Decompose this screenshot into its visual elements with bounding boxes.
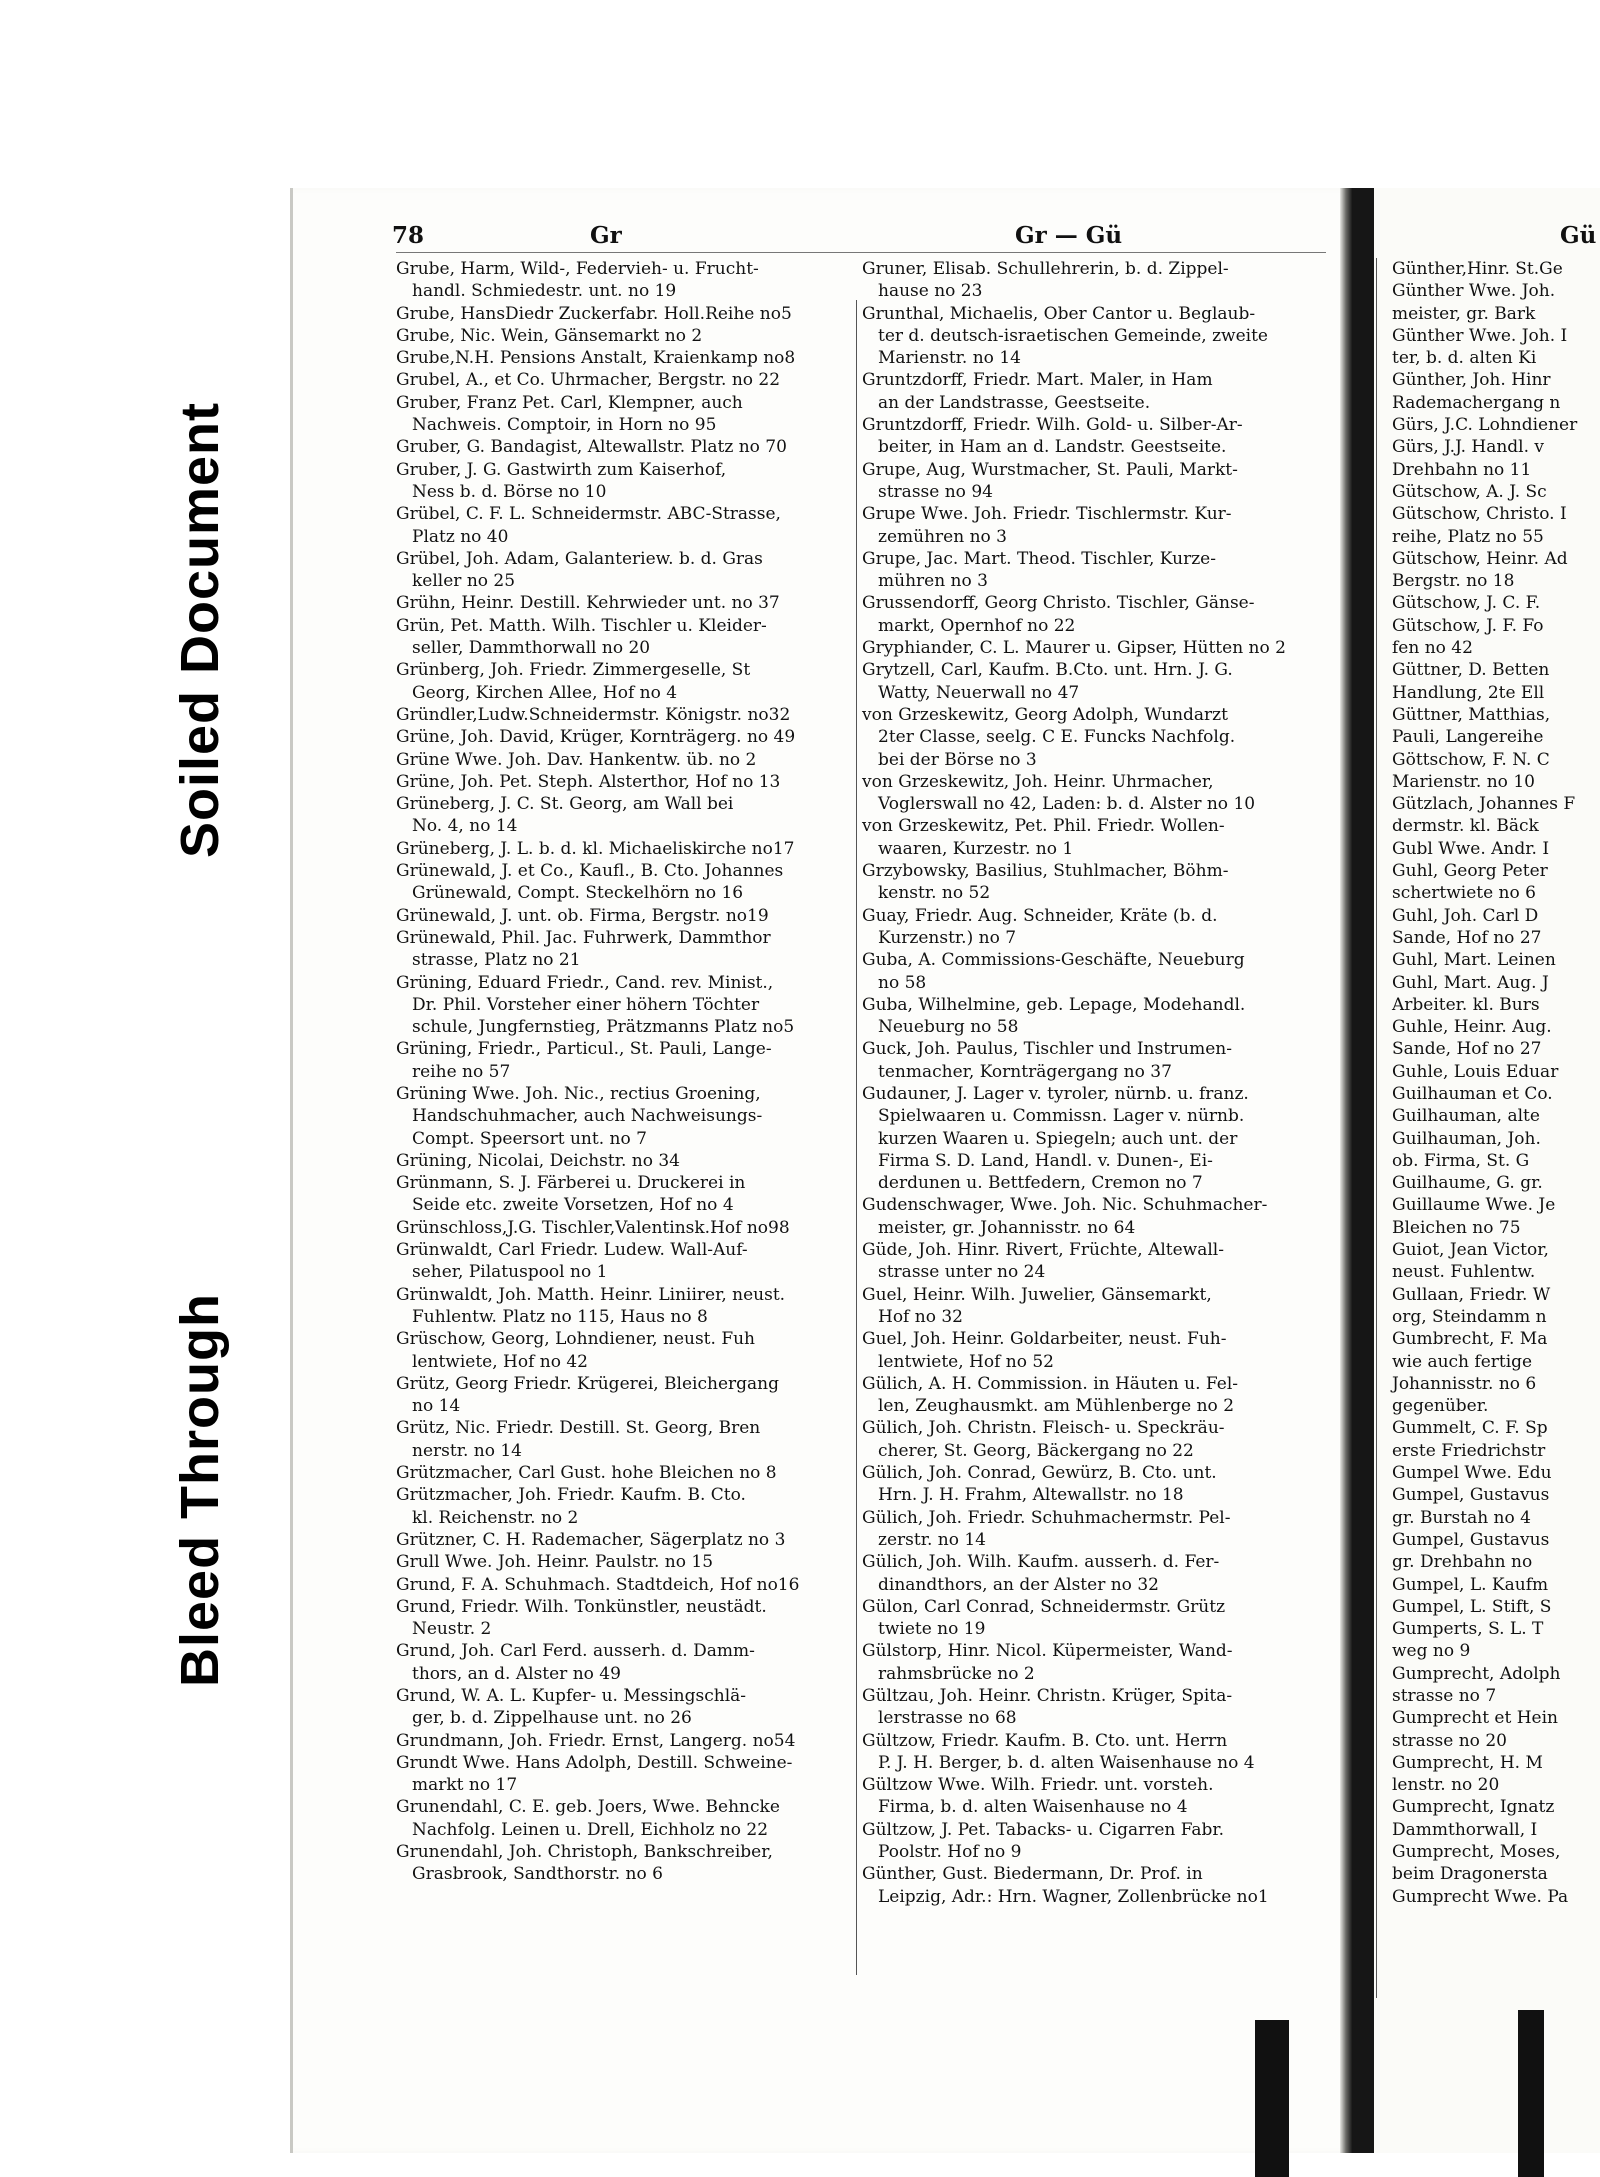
directory-entry-continuation: Spielwaaren u. Commissn. Lager v. nürnb. bbox=[878, 1106, 1245, 1127]
directory-entry: Guhle, Louis Eduar bbox=[1392, 1061, 1559, 1082]
page-number: 78 bbox=[392, 222, 425, 249]
directory-entry: gegenüber. bbox=[1392, 1396, 1489, 1417]
directory-entry: Grunendahl, C. E. geb. Joers, Wwe. Behncke bbox=[396, 1797, 780, 1818]
directory-entry-continuation: Firma S. D. Land, Handl. v. Dunen-, Ei- bbox=[878, 1150, 1213, 1171]
directory-entry: Gültzau, Joh. Heinr. Christn. Krüger, Spita- bbox=[862, 1686, 1233, 1706]
directory-entry: Gruber, J. G. Gastwirth zum Kaiserhof, bbox=[396, 459, 727, 480]
directory-entry: Grüning, Eduard Friedr., Cand. rev. Minist., bbox=[396, 972, 774, 993]
directory-entry-continuation: schule, Jungfernstieg, Prätzmanns Platz no5 bbox=[412, 1017, 795, 1038]
directory-entry-continuation: kl. Reichenstr. no 2 bbox=[412, 1507, 579, 1528]
directory-entry-continuation: lentwiete, Hof no 52 bbox=[878, 1351, 1055, 1372]
directory-entry: Grunthal, Michaelis, Ober Cantor u. Beglaub- bbox=[862, 303, 1256, 324]
directory-entry: Grütz, Georg Friedr. Krügerei, Bleichergang bbox=[396, 1373, 779, 1394]
directory-entry: Grützmacher, Carl Gust. hohe Bleichen no 8 bbox=[396, 1463, 777, 1484]
directory-entry: Guilhauman, alte bbox=[1392, 1106, 1540, 1127]
directory-entry: Gülstorp, Hinr. Nicol. Küpermeister, Wand- bbox=[862, 1641, 1233, 1662]
directory-entry: Gütschow, J. C. F. bbox=[1392, 593, 1541, 614]
directory-column-right-partial bbox=[1392, 258, 1600, 1908]
directory-entry: Guhl, Mart. Leinen bbox=[1392, 950, 1556, 971]
directory-entry-continuation: Nachfolg. Leinen u. Drell, Eichholz no 22 bbox=[412, 1819, 769, 1840]
directory-entry: Gullaan, Friedr. W bbox=[1392, 1284, 1551, 1305]
directory-entry-continuation: Dr. Phil. Vorsteher einer höhern Töchter bbox=[412, 994, 760, 1015]
directory-column-middle bbox=[862, 258, 1326, 1908]
directory-entry: Gumpel Wwe. Edu bbox=[1392, 1463, 1552, 1484]
directory-entry: Güttner, D. Betten bbox=[1392, 660, 1550, 681]
directory-entry-continuation: Ness b. d. Börse no 10 bbox=[412, 481, 607, 502]
directory-entry-continuation: Firma, b. d. alten Waisenhause no 4 bbox=[878, 1797, 1188, 1818]
directory-entry-continuation: Poolstr. Hof no 9 bbox=[878, 1842, 1022, 1863]
directory-entry: Grube, Nic. Wein, Gänsemarkt no 2 bbox=[396, 325, 703, 346]
directory-entry: reihe, Platz no 55 bbox=[1392, 526, 1544, 547]
directory-entry: Guck, Joh. Paulus, Tischler und Instrumen- bbox=[862, 1039, 1232, 1060]
directory-entry: Grupe, Jac. Mart. Theod. Tischler, Kurze- bbox=[862, 548, 1216, 569]
directory-entry-continuation: mühren no 3 bbox=[878, 571, 988, 592]
directory-entry: Gültzow, J. Pet. Tabacks- u. Cigarren Fabr. bbox=[862, 1819, 1225, 1840]
directory-entry: Günther Wwe. Joh. bbox=[1392, 281, 1556, 302]
directory-entry-continuation: bei der Börse no 3 bbox=[878, 749, 1037, 770]
directory-entry: Marienstr. no 10 bbox=[1392, 771, 1535, 792]
running-head-center: Gr — Gü bbox=[1015, 222, 1123, 249]
directory-entry: Guilhauman, Joh. bbox=[1392, 1128, 1541, 1149]
directory-entry: Gumbrecht, F. Ma bbox=[1392, 1329, 1548, 1350]
directory-entry-continuation: meister, gr. Johannisstr. no 64 bbox=[878, 1217, 1136, 1238]
directory-entry: Gründler,Ludw.Schneidermstr. Königstr. no32 bbox=[396, 704, 791, 725]
directory-entry: Grüneberg, J. L. b. d. kl. Michaeliskirche no17 bbox=[396, 838, 795, 859]
directory-entry: Grünwaldt, Carl Friedr. Ludew. Wall-Auf- bbox=[396, 1240, 748, 1261]
directory-entry: Gütschow, Heinr. Ad bbox=[1392, 548, 1568, 569]
directory-entry: Gütschow, A. J. Sc bbox=[1392, 481, 1547, 502]
directory-entry: Grübel, Joh. Adam, Galanteriew. b. d. Gras bbox=[396, 548, 763, 569]
directory-entry: Gülich, Joh. Conrad, Gewürz, B. Cto. unt. bbox=[862, 1463, 1217, 1484]
directory-entry: ter, b. d. alten Ki bbox=[1392, 348, 1537, 369]
directory-entry-continuation: markt, Opernhof no 22 bbox=[878, 615, 1076, 636]
directory-entry: gr. Burstah no 4 bbox=[1392, 1507, 1531, 1528]
page-edge-shadow bbox=[1352, 188, 1374, 2153]
directory-entry: lenstr. no 20 bbox=[1392, 1775, 1500, 1796]
directory-entry: Guhl, Joh. Carl D bbox=[1392, 905, 1539, 926]
directory-entry: Gülon, Carl Conrad, Schneidermstr. Grütz bbox=[862, 1596, 1226, 1617]
directory-entry: Sande, Hof no 27 bbox=[1392, 1039, 1542, 1060]
directory-entry-continuation: no 14 bbox=[412, 1396, 461, 1417]
directory-entry: Gumprecht, Ignatz bbox=[1392, 1797, 1555, 1818]
directory-entry: Grüschow, Georg, Lohndiener, neust. Fuh bbox=[396, 1329, 756, 1350]
directory-entry: beim Dragonersta bbox=[1392, 1864, 1548, 1885]
directory-entry: wie auch fertige bbox=[1392, 1351, 1533, 1372]
scan-edge-mark bbox=[1518, 2010, 1544, 2177]
directory-entry: fen no 42 bbox=[1392, 638, 1473, 659]
directory-entry: von Grzeskewitz, Pet. Phil. Friedr. Wollen- bbox=[862, 816, 1225, 837]
header-rule bbox=[396, 252, 1326, 253]
directory-entry: Gruber, G. Bandagist, Altewallstr. Platz no 70 bbox=[396, 437, 787, 458]
directory-entry: Grundmann, Joh. Friedr. Ernst, Langerg. no54 bbox=[396, 1730, 796, 1751]
directory-entry-continuation: waaren, Kurzestr. no 1 bbox=[878, 838, 1074, 859]
column-divider bbox=[1376, 258, 1377, 1998]
directory-entry-continuation: strasse no 94 bbox=[878, 481, 993, 502]
directory-entry-continuation: markt no 17 bbox=[412, 1775, 518, 1796]
directory-entry: Grün, Pet. Matth. Wilh. Tischler u. Kleider- bbox=[396, 615, 767, 636]
directory-entry: Guhl, Mart. Aug. J bbox=[1392, 972, 1549, 993]
directory-entry: Guel, Heinr. Wilh. Juwelier, Gänsemarkt, bbox=[862, 1284, 1212, 1305]
directory-entry-continuation: Hof no 32 bbox=[878, 1306, 963, 1327]
directory-entry: org, Steindamm n bbox=[1392, 1306, 1547, 1327]
directory-entry: Grüning Wwe. Joh. Nic., rectius Groening, bbox=[396, 1083, 761, 1104]
directory-entry: Grüne, Joh. Pet. Steph. Alsterthor, Hof no 13 bbox=[396, 771, 781, 792]
directory-entry: Gudenschwager, Wwe. Joh. Nic. Schuhmacher- bbox=[862, 1195, 1268, 1216]
directory-entry: Gruber, Franz Pet. Carl, Klempner, auch bbox=[396, 392, 743, 413]
directory-entry: Gruntzdorff, Friedr. Mart. Maler, in Ham bbox=[862, 370, 1213, 391]
directory-entry: Grupe Wwe. Joh. Friedr. Tischlermstr. Kur- bbox=[862, 504, 1232, 525]
directory-entry: Gülich, Joh. Friedr. Schuhmachermstr. Pel- bbox=[862, 1507, 1231, 1528]
directory-entry: Göttschow, F. N. C bbox=[1392, 749, 1550, 770]
directory-entry: gr. Drehbahn no bbox=[1392, 1552, 1533, 1573]
directory-entry: Grupe, Aug, Wurstmacher, St. Pauli, Markt- bbox=[862, 459, 1238, 480]
directory-entry-continuation: Hrn. J. H. Frahm, Altewallstr. no 18 bbox=[878, 1485, 1184, 1506]
directory-entry: Grube, HansDiedr Zuckerfabr. Holl.Reihe no5 bbox=[396, 303, 792, 324]
directory-entry-continuation: tenmacher, Kornträgergang no 37 bbox=[878, 1061, 1172, 1082]
directory-entry-continuation: kurzen Waaren u. Spiegeln; auch unt. der bbox=[878, 1128, 1238, 1149]
directory-entry: strasse no 20 bbox=[1392, 1730, 1507, 1751]
directory-entry: Günther,Hinr. St.Ge bbox=[1392, 259, 1563, 279]
directory-entry: Gütschow, J. F. Fo bbox=[1392, 615, 1544, 636]
directory-entry: Gryphiander, C. L. Maurer u. Gipser, Hütten no 2 bbox=[862, 638, 1286, 659]
directory-entry-continuation: twiete no 19 bbox=[878, 1619, 986, 1640]
directory-entry: Gumpel, L. Kaufm bbox=[1392, 1574, 1549, 1595]
directory-entry: von Grzeskewitz, Joh. Heinr. Uhrmacher, bbox=[862, 771, 1214, 792]
running-head-left: Gr bbox=[590, 222, 622, 249]
directory-entry: Guba, A. Commissions-Geschäfte, Neueburg bbox=[862, 950, 1245, 971]
directory-entry-continuation: Fuhlentw. Platz no 115, Haus no 8 bbox=[412, 1306, 708, 1327]
directory-entry: Gützlach, Johannes F bbox=[1392, 794, 1576, 815]
directory-entry: Grühn, Heinr. Destill. Kehrwieder unt. no 37 bbox=[396, 593, 780, 614]
directory-entry: Grube, Harm, Wild-, Federvieh- u. Frucht- bbox=[396, 259, 759, 279]
directory-entry: Gumpel, L. Stift, S bbox=[1392, 1596, 1552, 1617]
directory-entry: Dammthorwall, I bbox=[1392, 1819, 1538, 1840]
directory-entry: Grüneberg, J. C. St. Georg, am Wall bei bbox=[396, 794, 734, 815]
directory-entry-continuation: Neustr. 2 bbox=[412, 1619, 492, 1640]
directory-entry-continuation: seller, Dammthorwall no 20 bbox=[412, 638, 651, 659]
directory-entry: Grützmacher, Joh. Friedr. Kaufm. B. Cto. bbox=[396, 1485, 746, 1506]
directory-entry: Guba, Wilhelmine, geb. Lepage, Modehandl. bbox=[862, 994, 1246, 1015]
directory-entry-continuation: strasse, Platz no 21 bbox=[412, 950, 581, 971]
directory-entry-continuation: kenstr. no 52 bbox=[878, 883, 991, 904]
directory-entry-continuation: zemühren no 3 bbox=[878, 526, 1007, 547]
directory-entry-continuation: Voglerswall no 42, Laden: b. d. Alster no 10 bbox=[878, 794, 1256, 815]
directory-entry: Bergstr. no 18 bbox=[1392, 571, 1515, 592]
directory-entry: Gummelt, C. F. Sp bbox=[1392, 1418, 1548, 1439]
directory-entry-continuation: Handschuhmacher, auch Nachweisungs- bbox=[412, 1106, 763, 1127]
directory-entry: Guilhaume, G. gr. bbox=[1392, 1173, 1543, 1194]
directory-entry: Grützner, C. H. Rademacher, Sägerplatz no 3 bbox=[396, 1529, 786, 1550]
directory-entry: Grund, Joh. Carl Ferd. ausserh. d. Damm- bbox=[396, 1641, 755, 1662]
directory-entry: Grunendahl, Joh. Christoph, Bankschreiber, bbox=[396, 1842, 773, 1863]
directory-entry-continuation: Grünewald, Compt. Steckelhörn no 16 bbox=[412, 883, 744, 904]
directory-entry: Grüne, Joh. David, Krüger, Kornträgerg. no 49 bbox=[396, 727, 796, 748]
directory-entry: Gürs, J.J. Handl. v bbox=[1392, 437, 1545, 458]
directory-entry: Gumperts, S. L. T bbox=[1392, 1619, 1544, 1640]
directory-entry: ob. Firma, St. G bbox=[1392, 1150, 1530, 1171]
directory-entry: Grussendorff, Georg Christo. Tischler, Gänse- bbox=[862, 593, 1255, 614]
scan-edge-mark bbox=[1255, 2020, 1289, 2177]
directory-entry-continuation: ter d. deutsch-israetischen Gemeinde, zweite bbox=[878, 325, 1268, 346]
directory-entry-continuation: Compt. Speersort unt. no 7 bbox=[412, 1128, 647, 1149]
directory-entry-continuation: Nachweis. Comptoir, in Horn no 95 bbox=[412, 415, 717, 436]
directory-entry: Gumpel, Gustavus bbox=[1392, 1485, 1550, 1506]
directory-entry: Gumprecht, Moses, bbox=[1392, 1842, 1561, 1863]
directory-entry: Grund, Friedr. Wilh. Tonkünstler, neustädt. bbox=[396, 1596, 767, 1617]
directory-entry: Arbeiter. kl. Burs bbox=[1392, 994, 1540, 1015]
directory-entry-continuation: No. 4, no 14 bbox=[412, 816, 518, 837]
directory-entry: meister, gr. Bark bbox=[1392, 303, 1536, 324]
directory-entry-continuation: Kurzenstr.) no 7 bbox=[878, 927, 1017, 948]
directory-entry-continuation: thors, an d. Alster no 49 bbox=[412, 1663, 621, 1684]
directory-entry-continuation: Grasbrook, Sandthorstr. no 6 bbox=[412, 1864, 663, 1885]
directory-entry: Drehbahn no 11 bbox=[1392, 459, 1532, 480]
directory-entry: Grund, F. A. Schuhmach. Stadtdeich, Hof no16 bbox=[396, 1574, 800, 1595]
directory-entry: Gürs, J.C. Lohndiener bbox=[1392, 415, 1578, 436]
directory-entry: Gubl Wwe. Andr. I bbox=[1392, 838, 1550, 859]
directory-entry: Gülich, Joh. Christn. Fleisch- u. Speckräu- bbox=[862, 1418, 1225, 1439]
directory-entry: Grüne Wwe. Joh. Dav. Hankentw. üb. no 2 bbox=[396, 749, 757, 770]
directory-entry: Guhl, Georg Peter bbox=[1392, 861, 1548, 882]
directory-entry-continuation: beiter, in Ham an d. Landstr. Geestseite. bbox=[878, 437, 1227, 458]
directory-entry: Gumprecht Wwe. Pa bbox=[1392, 1886, 1569, 1907]
directory-entry-continuation: Watty, Neuerwall no 47 bbox=[878, 682, 1080, 703]
directory-entry-continuation: lerstrasse no 68 bbox=[878, 1708, 1017, 1729]
directory-entry: Grund, W. A. L. Kupfer- u. Messingschlä- bbox=[396, 1686, 747, 1706]
directory-entry: Grübel, C. F. L. Schneidermstr. ABC-Strasse, bbox=[396, 504, 781, 525]
directory-entry: Grundt Wwe. Hans Adolph, Destill. Schweine- bbox=[396, 1752, 793, 1773]
directory-column-left bbox=[396, 258, 856, 1886]
directory-entry: Grzybowsky, Basilius, Stuhlmacher, Böhm- bbox=[862, 861, 1229, 882]
running-head-right: Gü bbox=[1560, 222, 1597, 249]
directory-entry: Grytzell, Carl, Kaufm. B.Cto. unt. Hrn. J. G. bbox=[862, 660, 1233, 681]
directory-entry: dermstr. kl. Bäck bbox=[1392, 816, 1539, 837]
directory-entry: strasse no 7 bbox=[1392, 1686, 1497, 1706]
directory-entry: Grünewald, J. unt. ob. Firma, Bergstr. no19 bbox=[396, 905, 769, 926]
directory-entry: Gudauner, J. Lager v. tyroler, nürnb. u. franz. bbox=[862, 1083, 1249, 1104]
directory-entry: Grünberg, Joh. Friedr. Zimmergeselle, St bbox=[396, 660, 751, 681]
column-divider bbox=[856, 300, 857, 1975]
directory-entry-continuation: ger, b. d. Zippelhause unt. no 26 bbox=[412, 1708, 692, 1729]
directory-entry: Grünewald, J. et Co., Kaufl., B. Cto. Johannes bbox=[396, 861, 784, 882]
directory-entry-continuation: handl. Schmiedestr. unt. no 19 bbox=[412, 281, 677, 302]
directory-entry-continuation: an der Landstrasse, Geestseite. bbox=[878, 392, 1151, 413]
directory-entry-continuation: rahmsbrücke no 2 bbox=[878, 1663, 1035, 1684]
directory-entry-continuation: len, Zeughausmkt. am Mühlenberge no 2 bbox=[878, 1396, 1235, 1417]
directory-entry-continuation: dinandthors, an der Alster no 32 bbox=[878, 1574, 1159, 1595]
directory-entry: Günther, Joh. Hinr bbox=[1392, 370, 1551, 391]
directory-entry: Guel, Joh. Heinr. Goldarbeiter, neust. Fuh- bbox=[862, 1329, 1227, 1350]
directory-entry-continuation: cherer, St. Georg, Bäckergang no 22 bbox=[878, 1440, 1194, 1461]
directory-entry: Grüning, Nicolai, Deichstr. no 34 bbox=[396, 1150, 681, 1171]
directory-entry: Gütschow, Christo. I bbox=[1392, 504, 1567, 525]
directory-entry: Grull Wwe. Joh. Heinr. Paulstr. no 15 bbox=[396, 1552, 714, 1573]
directory-entry-continuation: zerstr. no 14 bbox=[878, 1529, 986, 1550]
directory-entry: Bleichen no 75 bbox=[1392, 1217, 1521, 1238]
directory-entry-continuation: seher, Pilatuspool no 1 bbox=[412, 1262, 608, 1283]
directory-entry: weg no 9 bbox=[1392, 1641, 1471, 1662]
directory-entry: Gülich, Joh. Wilh. Kaufm. ausserh. d. Fer- bbox=[862, 1552, 1220, 1573]
directory-entry: Guiot, Jean Victor, bbox=[1392, 1240, 1549, 1261]
directory-entry: Günther Wwe. Joh. I bbox=[1392, 325, 1568, 346]
directory-entry: neust. Fuhlentw. bbox=[1392, 1262, 1536, 1283]
directory-entry: von Grzeskewitz, Georg Adolph, Wundarzt bbox=[862, 704, 1228, 725]
directory-entry: Grubel, A., et Co. Uhrmacher, Bergstr. no 22 bbox=[396, 370, 781, 391]
directory-entry-continuation: 2ter Classe, seelg. C E. Funcks Nachfolg. bbox=[878, 727, 1236, 748]
directory-entry: Handlung, 2te Ell bbox=[1392, 682, 1545, 703]
directory-entry: Sande, Hof no 27 bbox=[1392, 927, 1542, 948]
directory-entry-continuation: Neueburg no 58 bbox=[878, 1017, 1019, 1038]
directory-entry: erste Friedrichstr bbox=[1392, 1440, 1546, 1461]
directory-entry-continuation: Platz no 40 bbox=[412, 526, 509, 547]
directory-entry: Gumprecht, H. M bbox=[1392, 1752, 1543, 1773]
directory-entry-continuation: derdunen u. Bettfedern, Cremon no 7 bbox=[878, 1173, 1203, 1194]
soiled-document-label: Soiled Document bbox=[170, 401, 231, 859]
directory-entry-continuation: Marienstr. no 14 bbox=[878, 348, 1021, 369]
directory-entry: Pauli, Langereihe bbox=[1392, 727, 1544, 748]
directory-entry: Guhle, Heinr. Aug. bbox=[1392, 1017, 1552, 1038]
directory-entry-continuation: Leipzig, Adr.: Hrn. Wagner, Zollenbrücke no1 bbox=[878, 1886, 1269, 1907]
directory-entry: Gültzow, Friedr. Kaufm. B. Cto. unt. Herrn bbox=[862, 1730, 1228, 1751]
directory-entry: Grünschloss,J.G. Tischler,Valentinsk.Hof no98 bbox=[396, 1217, 790, 1238]
directory-entry: Güttner, Matthias, bbox=[1392, 704, 1551, 725]
bleed-through-label: Bleed Through bbox=[170, 1293, 231, 1687]
directory-entry-continuation: lentwiete, Hof no 42 bbox=[412, 1351, 589, 1372]
directory-entry: Grütz, Nic. Friedr. Destill. St. Georg, Bren bbox=[396, 1418, 761, 1439]
directory-entry-continuation: nerstr. no 14 bbox=[412, 1440, 522, 1461]
directory-entry: Grüning, Friedr., Particul., St. Pauli, Lange- bbox=[396, 1039, 772, 1060]
directory-entry: Gültzow Wwe. Wilh. Friedr. unt. vorsteh. bbox=[862, 1775, 1214, 1796]
directory-entry-continuation: no 58 bbox=[878, 972, 927, 993]
directory-entry-continuation: keller no 25 bbox=[412, 571, 516, 592]
directory-entry: Gumprecht et Hein bbox=[1392, 1708, 1558, 1729]
book-gutter bbox=[1340, 188, 1352, 2153]
directory-entry-continuation: P. J. H. Berger, b. d. alten Waisenhause no 4 bbox=[878, 1752, 1255, 1773]
directory-entry-continuation: reihe no 57 bbox=[412, 1061, 511, 1082]
directory-entry: Günther, Gust. Biedermann, Dr. Prof. in bbox=[862, 1864, 1203, 1885]
directory-entry-continuation: Georg, Kirchen Allee, Hof no 4 bbox=[412, 682, 678, 703]
directory-entry: Gumpel, Gustavus bbox=[1392, 1529, 1550, 1550]
directory-entry: Gülich, A. H. Commission. in Häuten u. Fel- bbox=[862, 1373, 1239, 1394]
directory-entry: Johannisstr. no 6 bbox=[1392, 1373, 1537, 1394]
directory-entry: Grube,N.H. Pensions Anstalt, Kraienkamp no8 bbox=[396, 348, 796, 369]
directory-entry: Guilhauman et Co. bbox=[1392, 1083, 1553, 1104]
directory-entry: schertwiete no 6 bbox=[1392, 883, 1536, 904]
directory-entry: Grünewald, Phil. Jac. Fuhrwerk, Dammthor bbox=[396, 927, 771, 948]
directory-entry-continuation: strasse unter no 24 bbox=[878, 1262, 1046, 1283]
directory-entry: Gruner, Elisab. Schullehrerin, b. d. Zippel- bbox=[862, 259, 1229, 279]
directory-entry: Guay, Friedr. Aug. Schneider, Kräte (b. d. bbox=[862, 905, 1218, 926]
directory-entry-continuation: hause no 23 bbox=[878, 281, 983, 302]
directory-entry: Grünmann, S. J. Färberei u. Druckerei in bbox=[396, 1173, 746, 1194]
directory-entry-continuation: Seide etc. zweite Vorsetzen, Hof no 4 bbox=[412, 1195, 734, 1216]
directory-entry: Guillaume Wwe. Je bbox=[1392, 1195, 1556, 1216]
directory-entry: Grünwaldt, Joh. Matth. Heinr. Liniirer, neust. bbox=[396, 1284, 786, 1305]
directory-entry: Gruntzdorff, Friedr. Wilh. Gold- u. Silber-Ar- bbox=[862, 415, 1243, 436]
directory-entry: Gumprecht, Adolph bbox=[1392, 1663, 1561, 1684]
directory-entry: Güde, Joh. Hinr. Rivert, Früchte, Altewall- bbox=[862, 1240, 1224, 1261]
directory-entry: Rademachergang n bbox=[1392, 392, 1561, 413]
